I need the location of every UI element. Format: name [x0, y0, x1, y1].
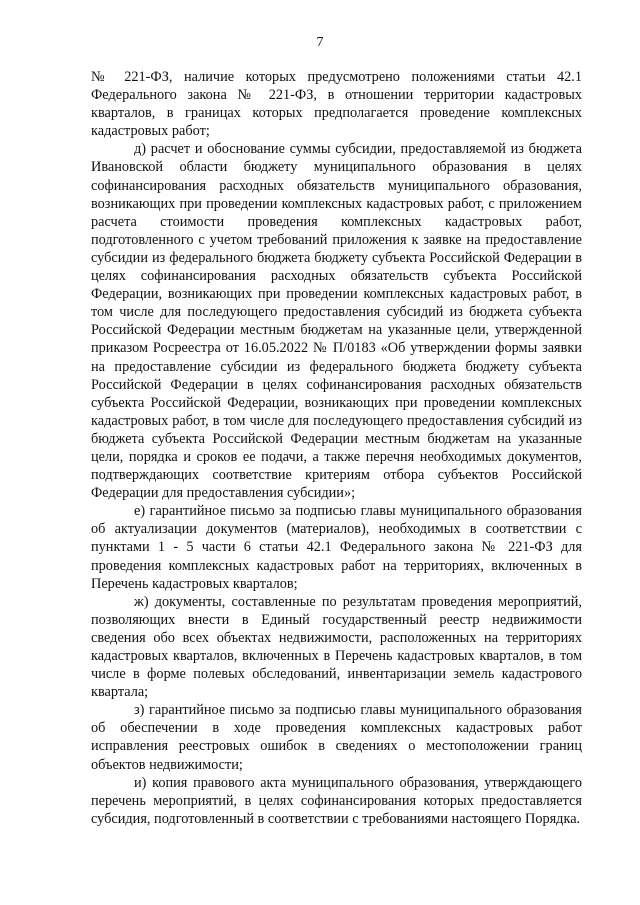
paragraph-item-z: з) гарантийное письмо за подписью главы муниципального образования об обеспечении в ходе проведения комплексных кадастровых работ исправления реестровых ошибок в сведениях о местоположении границ объектов недвижимости; [91, 702, 582, 773]
page-number: 7 [316, 35, 324, 50]
paragraph-item-i: и) копия правового акта муниципального образования, утверждающего перечень мероприятий, в целях софинансирования которых предоставляется субсидия, подготовленный в соответствии с требованиями настоящего Порядка. [91, 774, 582, 827]
paragraph-item-e: е) гарантийное письмо за подписью главы муниципального образования об актуализации документов (материалов), необходимых в соответствии с пунктами 1 - 5 части 6 статьи 42.1 Федерального закона № 221-ФЗ для проведения комплексных кадастровых работ на территориях, включенных в Перечень кадастровых кварталов; [91, 503, 582, 592]
paragraph-continuation: № 221-ФЗ, наличие которых предусмотрено положениями статьи 42.1 Федерального закона № 221-ФЗ, в отношении территории кадастровых кварталов, в границах которых предполагается проведение комплексных кадастровых работ; [91, 69, 582, 140]
paragraph-item-d: д) расчет и обоснование суммы субсидии, предоставляемой из бюджета Ивановской области бюджету муниципального образования в целях софинансирования расходных обязательств муниципального образования, возникающих при проведении комплексных кадастровых работ, с приложением расчета стоимости проведения комплексных кадастровых работ, подготовленного с учетом требований приложения к заявке на предоставление субсидии из федерального бюджета бюджету субъекта Российской Федерации в целях софинансирования расходных обязательств субъекта Российской Федерации, возникающих при проведении комплексных кадастровых работ, в том числе для последующего предоставления субсидий из бюджета субъекта Российской Федерации местным бюджетам на указанные цели, утвержденной приказом Росреестра от 16.05.2022 № П/0183 «Об утверждении формы заявки на предоставление субсидии из федерального бюджета бюджету субъекта Российской Федерации в целях софинансирования расходных обязательств субъекта Российской Федерации, возникающих при проведении комплексных кадастровых работ, в том числе для последующего предоставления субсидий из бюджета субъекта Российской Федерации местным бюджетам на указанные цели, порядка и сроков ее подачи, а также перечня необходимых документов, подтверждающих соответствие критериям отбора субъектов Российской Федерации для предоставления субсидии»; [91, 141, 582, 502]
paragraph-item-zh: ж) документы, составленные по результатам проведения мероприятий, позволяющих внести в Единый государственный реестр недвижимости сведения обо всех объектах недвижимости, расположенных на территориях кадастровых кварталов, включенных в Перечень кадастровых кварталов, в том числе в форме полевых обследований, инвентаризации земель кадастрового квартала; [91, 593, 582, 701]
document-body [91, 68, 582, 828]
